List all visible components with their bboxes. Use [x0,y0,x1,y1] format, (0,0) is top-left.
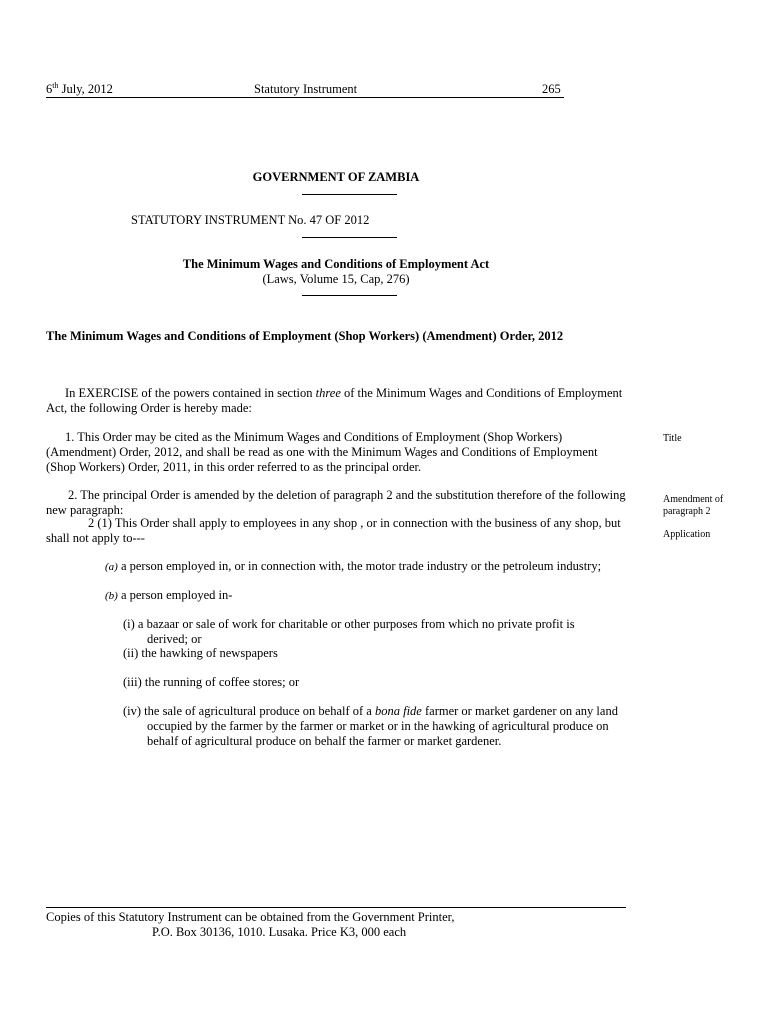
sub-item-ii: (ii) the hawking of newspapers [123,646,278,660]
footer-divider [46,907,626,908]
page-number: 265 [542,82,561,96]
footer-copies-note: Copies of this Statutory Instrument can be obtained from the Government Printer, [46,910,455,924]
date-suffix: th [52,80,59,90]
divider [302,237,397,238]
paragraph-2-1-continued: shall not apply to--- [46,531,145,545]
sub-item-iii: (iii) the running of coffee stores; or [123,675,300,689]
margin-note-title: Title [663,433,682,444]
section-1: 1. This Order may be cited as the Minimum Wages and Conditions of Employment (Shop Workers) (Amendment) Order, 2012, and shall be read as one with the Minimum Wages and Conditions of Employment (Shop Workers) Order, 2011, in this order referred to as the principal order. [46,430,598,474]
paragraph-2-1: 2 (1) This Order shall apply to employees in any shop , or in connection with the business of any shop, but [88,516,621,530]
margin-note-amendment: Amendment of paragraph 2 [663,494,724,517]
preamble: In EXERCISE of the powers contained in section three of the Minimum Wages and Conditions of Employment Act, the following Order is hereby made: [46,386,623,415]
list-item-a: (a) a person employed in, or in connection with, the motor trade industry or the petroleum industry; [105,559,602,573]
divider [302,295,397,296]
act-reference: (Laws, Volume 15, Cap, 276) [262,272,410,286]
list-item-b: (b) a person employed in- [105,588,233,602]
header-instrument-label: Statutory Instrument [254,82,358,96]
section-2: 2. The principal Order is amended by the deletion of paragraph 2 and the substitution therefore of the following new paragraph: [46,488,626,517]
footer-address-price: P.O. Box 30136, 1010. Lusaka. Price K3, 000 each [152,925,407,939]
header-date: 6th July, 2012 [46,80,113,96]
sub-item-i: (i) a bazaar or sale of work for charitable or other purposes from which no private profit is derived; or [123,617,575,646]
order-title: The Minimum Wages and Conditions of Employment (Shop Workers) (Amendment) Order, 2012 [46,329,564,343]
divider [302,194,397,195]
sub-item-iv: (iv) the sale of agricultural produce on behalf of a bona fide farmer or market gardener on any land occupied by the farmer by the farmer or market or in the hawking of agricultural produce on behalf of agricultural produce on behalf the farmer or market gardener. [123,704,618,748]
government-heading: GOVERNMENT OF ZAMBIA [252,170,420,184]
act-name: The Minimum Wages and Conditions of Employment Act [182,257,490,271]
instrument-number: STATUTORY INSTRUMENT No. 47 OF 2012 [131,213,370,227]
header-divider [46,97,564,98]
margin-note-application: Application [663,529,711,540]
